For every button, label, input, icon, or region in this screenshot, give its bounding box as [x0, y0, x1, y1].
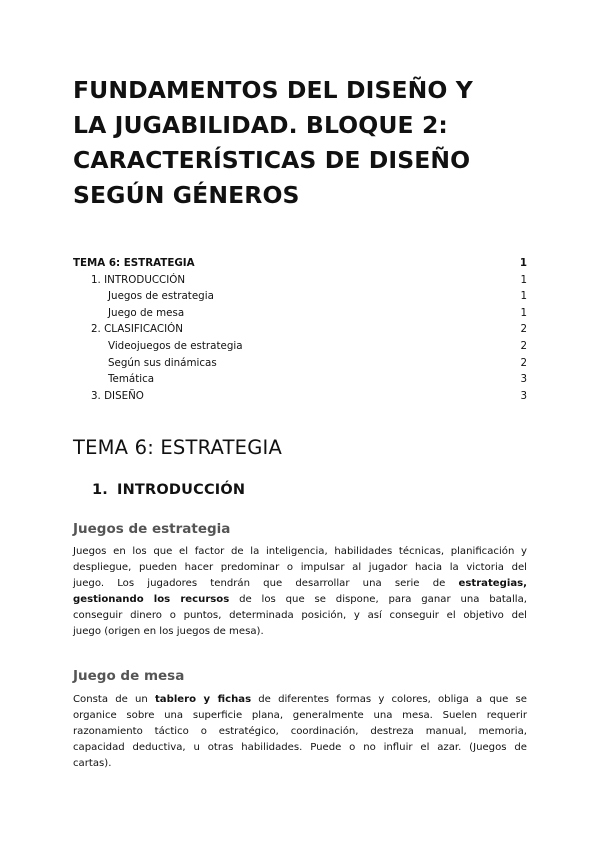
toc-entry-tematica[interactable]: [73, 371, 527, 388]
paragraph-line: [73, 692, 527, 708]
table-of-contents: [73, 255, 527, 404]
paragraph-line: cartas).: [73, 758, 112, 769]
subsection-heading: [92, 482, 245, 498]
title-line-3: CARACTERÍSTICAS DE DISEÑO: [73, 146, 471, 174]
toc-entry-label: Juegos de estrategia: [108, 290, 214, 303]
toc-entry-diseno[interactable]: [73, 388, 527, 405]
toc-entry-label: Videojuegos de estrategia: [108, 339, 243, 352]
section-heading: TEMA 6: ESTRATEGIA: [73, 436, 282, 459]
subsection-number: 1.: [92, 482, 108, 498]
title-line-1: FUNDAMENTOS DEL DISEÑO Y: [73, 76, 473, 104]
toc-entry-juegos-estrategia[interactable]: [73, 288, 527, 305]
toc-entry-label: 3. DISEÑO: [91, 389, 144, 402]
juego-mesa-heading: Juego de mesa: [73, 668, 185, 684]
title-line-4: SEGÚN GÉNEROS: [73, 181, 300, 209]
toc-entry-tema6[interactable]: [73, 255, 527, 272]
toc-entry-videojuegos-estrategia[interactable]: [73, 338, 527, 355]
bold-text-run: gestionando los recursos: [73, 594, 230, 605]
toc-entry-page: 2: [520, 323, 527, 336]
text-run: de los que se dispone, para ganar una batalla,: [229, 594, 527, 605]
toc-entry-page: 1: [520, 290, 527, 303]
paragraph-line: [73, 592, 527, 608]
juegos-estrategia-heading: Juegos de estrategia: [73, 521, 231, 537]
subsection-title: INTRODUCCIÓN: [117, 482, 246, 498]
paragraph-line: organice sobre una superficie plana, generalmente una mesa. Suelen requerir: [73, 710, 527, 721]
toc-entry-label: Juego de mesa: [108, 306, 185, 319]
bold-text-run: estrategias,: [458, 578, 527, 589]
document-title: [73, 73, 533, 213]
toc-entry-dinamicas[interactable]: [73, 355, 527, 372]
toc-entry-page: 2: [520, 339, 527, 352]
paragraph-line: razonamiento táctico o estratégico, coordinación, destreza manual, memoria,: [73, 726, 527, 737]
juego-mesa-paragraph: [73, 692, 527, 772]
toc-entry-page: 1: [520, 306, 527, 319]
toc-entry-label: 1. INTRODUCCIÓN: [91, 273, 186, 286]
paragraph-line: [73, 576, 527, 592]
bold-text-run: tablero y fichas: [154, 694, 252, 705]
title-line-2: LA JUGABILIDAD. BLOQUE 2:: [73, 111, 448, 139]
paragraph-line: juego (origen en los juegos de mesa).: [73, 626, 264, 637]
toc-entry-label: TEMA 6: ESTRATEGIA: [73, 257, 195, 269]
toc-entry-label: 2. CLASIFICACIÓN: [91, 323, 183, 336]
toc-entry-page: 3: [520, 389, 527, 402]
toc-entry-juego-mesa[interactable]: [73, 305, 527, 322]
toc-entry-introduccion[interactable]: [73, 272, 527, 289]
text-run: de diferentes formas y colores, obliga a que se: [251, 694, 527, 705]
paragraph-line: conseguir dinero o puntos, determinada posición, y así conseguir el objetivo del: [73, 610, 527, 621]
text-run: juego. Los jugadores tendrán que desarrollar una serie de: [73, 578, 459, 589]
toc-entry-clasificacion[interactable]: [73, 321, 527, 338]
toc-entry-page: 2: [520, 356, 527, 369]
text-run: Consta de un: [73, 694, 155, 705]
toc-entry-page: 1: [520, 273, 527, 286]
paragraph-line: despliegue, pueden hacer predominar o impulsar al jugador hacia la victoria del: [73, 562, 527, 573]
juegos-estrategia-paragraph: [73, 544, 527, 640]
toc-entry-label: Según sus dinámicas: [108, 356, 217, 369]
toc-entry-page: 3: [520, 373, 527, 386]
paragraph-line: Juegos en los que el factor de la inteligencia, habilidades técnicas, planificación y: [73, 546, 527, 557]
toc-entry-page: 1: [519, 257, 527, 269]
toc-entry-label: Temática: [108, 373, 155, 386]
paragraph-line: capacidad deductiva, u otras habilidades. Puede o no influir el azar. (Juegos de: [73, 742, 527, 753]
